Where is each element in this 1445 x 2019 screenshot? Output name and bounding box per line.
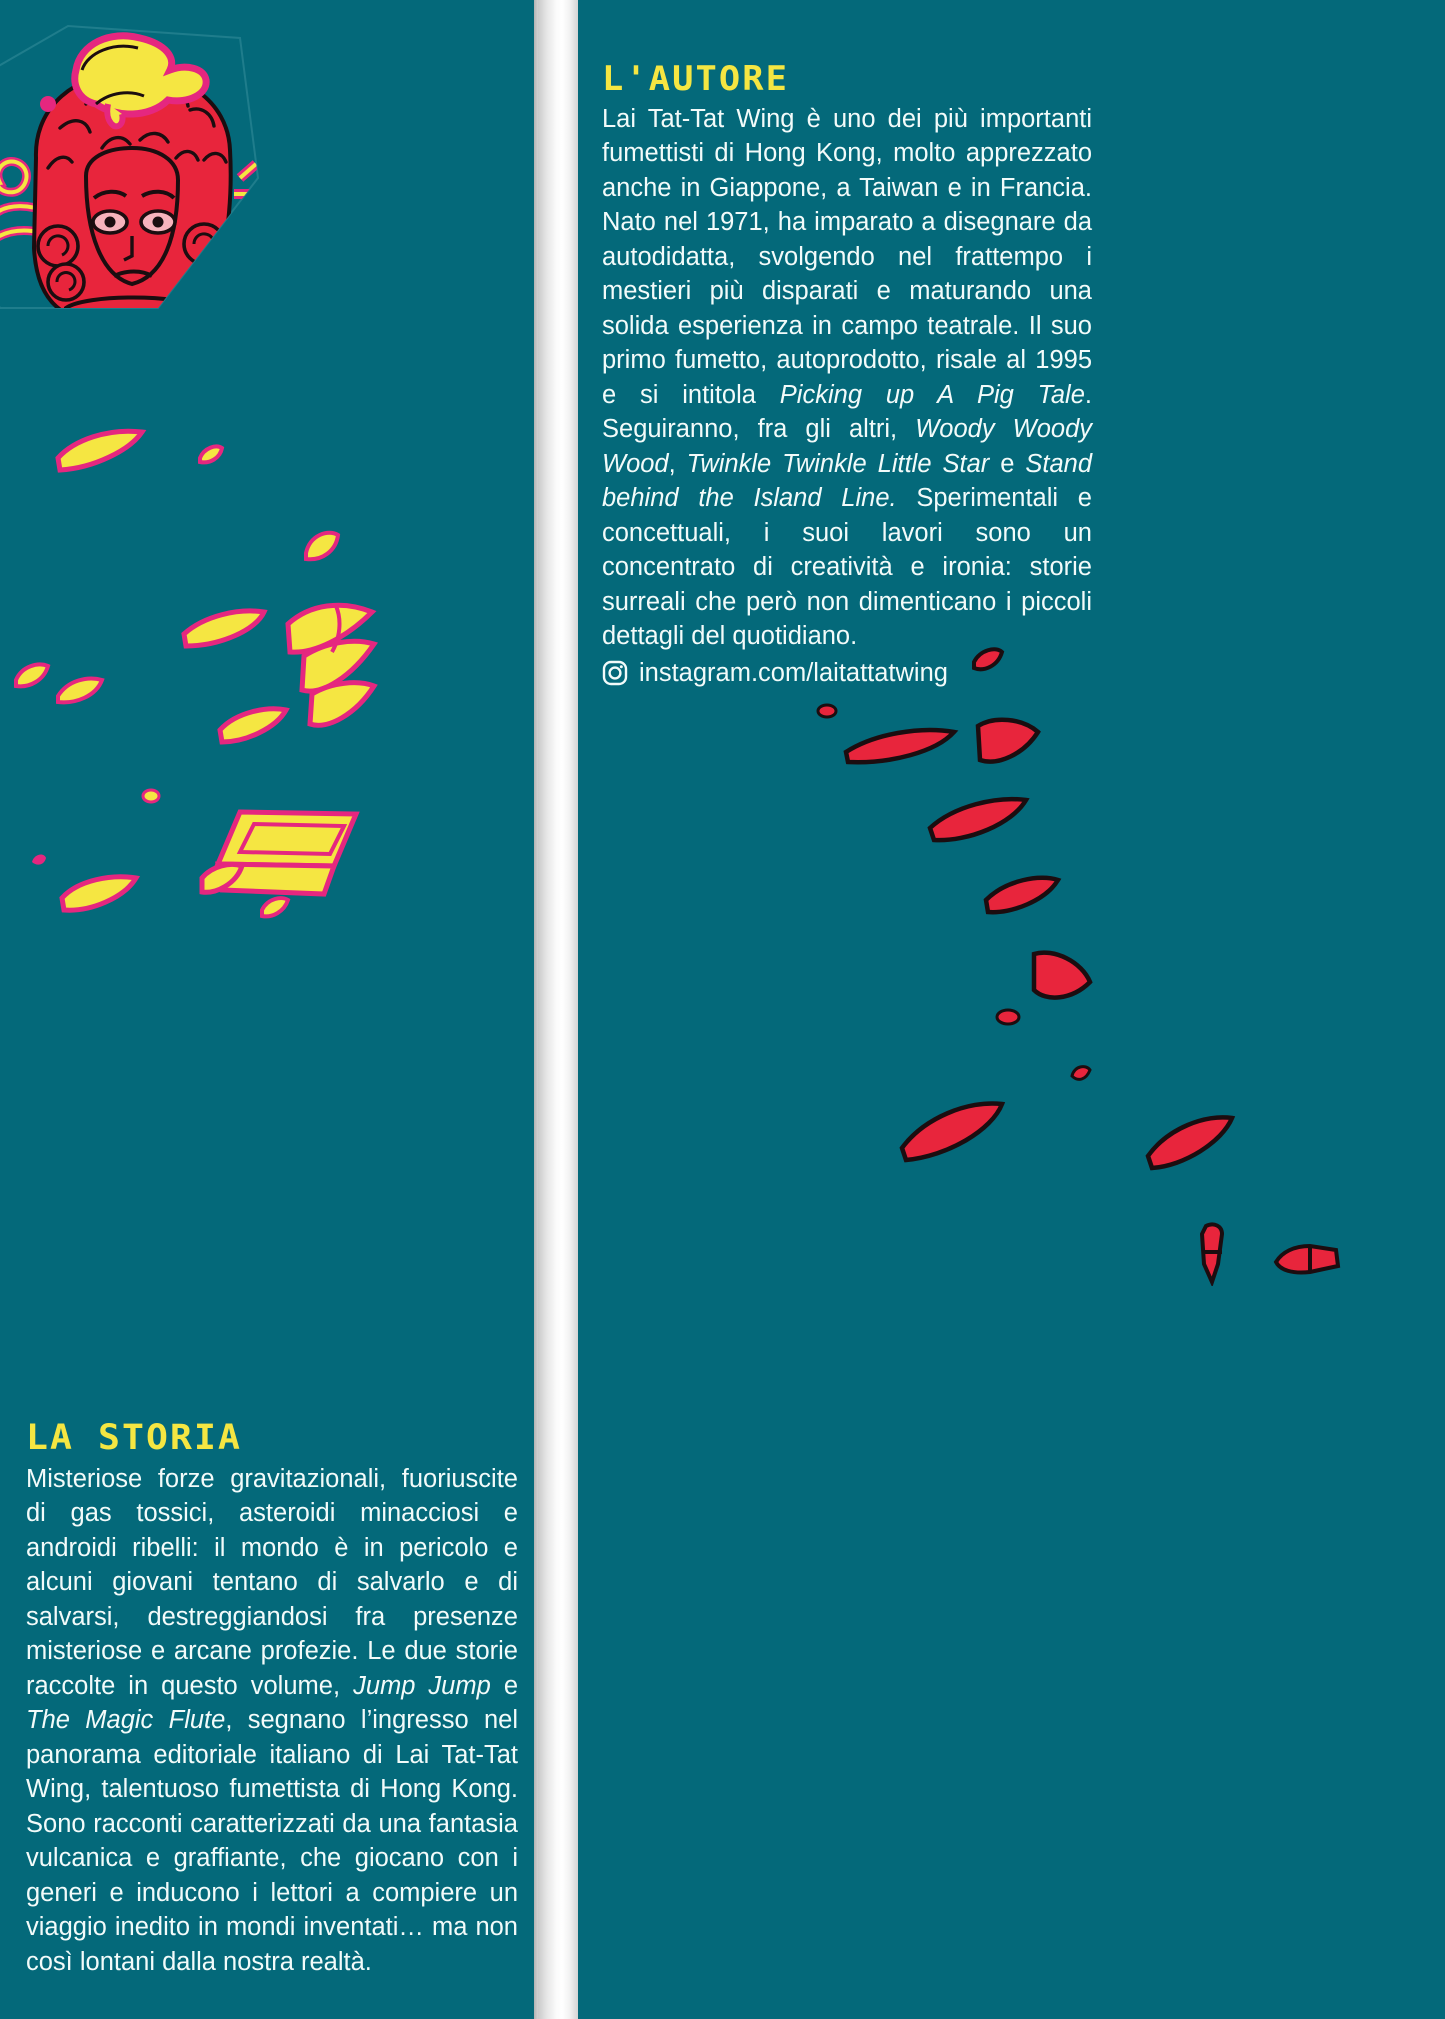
story-paragraph: Misteriose forze gravitazionali, fuoriuscite di gas tossici, asteroidi minacciosi e androidi ribelli: il mondo è in pericolo e alcuni giovani tentano di salvarlo e di salvarsi, destreggiandosi fra presenze misteriose e arcane profezie. Le due storie raccolte in questo volume, Jump Jump e The Magic Flute, segnano l’ingresso nel panorama editoriale italiano di Lai Tat-Tat Wing, talentuoso fumettista di Hong Kong. Sono racconti caratterizzati da una fantasia vulcanica e graffiante, che giocano con i generi e inducono i lettori a compiere un viaggio inedito in mondi inventati… ma non così lontani dalla nostra realtà.: [26, 1464, 518, 1976]
instagram-link[interactable]: [602, 656, 1092, 690]
instagram-handle: instagram.com/laitattatwing: [639, 658, 948, 687]
debris-cluster: [276, 594, 388, 738]
debris-dot-red: [814, 700, 840, 722]
debris-shard: [300, 525, 344, 565]
debris-dot-red: [992, 1004, 1024, 1030]
left-page: [0, 0, 534, 2019]
debris-shard: [12, 658, 52, 692]
debris-dot-red: [1068, 1060, 1094, 1084]
debris-shard: [56, 868, 142, 914]
instagram-icon: [602, 660, 628, 686]
debris-shard: [196, 440, 226, 466]
story-heading: LA STORIA: [26, 1417, 242, 1458]
debris-shard-red: [1024, 942, 1100, 1016]
debris-shard: [258, 892, 292, 920]
debris-shard-red: [840, 718, 962, 768]
author-section: [602, 59, 1093, 690]
debris-shard-red: [970, 710, 1046, 772]
author-heading: L'AUTORE: [602, 59, 789, 99]
debris-shard: [214, 700, 292, 746]
debris-shard: [50, 420, 150, 480]
story-section: [26, 1417, 518, 1979]
red-haired-girl-illustration: [0, 8, 262, 320]
debris-shard-red: [980, 866, 1064, 922]
right-page: [578, 0, 1445, 2019]
debris-shard: [178, 600, 270, 652]
book-gutter: [538, 0, 582, 2019]
yellow-boy-bubblegum-illustration: [1438, 1230, 1445, 1560]
debris-dot: [28, 848, 50, 868]
debris-shard-red: [924, 788, 1034, 850]
debris-dot: [140, 786, 162, 806]
debris-shard-red: [894, 1090, 1014, 1166]
debris-shard: [54, 672, 106, 708]
debris-block: [196, 798, 376, 908]
author-paragraph: Lai Tat-Tat Wing è uno dei più importanti fumettisti di Hong Kong, molto apprezzato anche in Giappone, a Taiwan e in Francia. Nato nel 1971, ha imparato a disegnare da autodidatta, svolgendo nel frattempo i mestieri più disparati e maturando una solida esperienza in campo teatrale. Il suo primo fumetto, autoprodotto, risale al 1995 e si intitola Picking up A Pig Tale. Seguiranno, fra gli altri, Woody Woody Wood, Twinkle Twinkle Little Star e Stand behind the Island Line. Sperimentali e concettuali, i suoi lavori sono un concentrato di creatività e ironia: storie surreali che però non dimenticano i piccoli dettagli del quotidiano.: [602, 104, 1093, 651]
